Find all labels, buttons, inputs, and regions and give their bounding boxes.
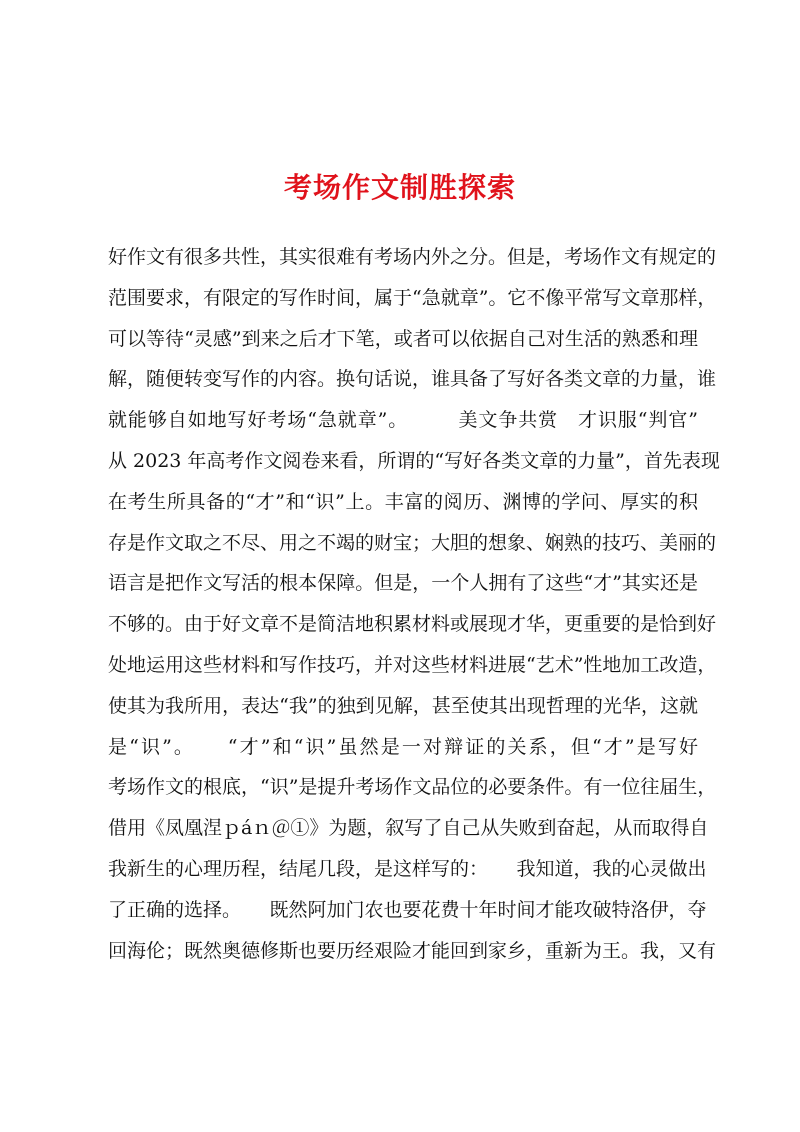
text-line: 解，随便转变写作的内容。换句话说，谁具备了写好各类文章的力量，谁: [108, 368, 717, 391]
page-title: 考场作文制胜探索: [283, 171, 516, 204]
text-line: 了正确的选择。 既然阿加门农也要花费十年时间才能攻破特洛伊，夺: [108, 898, 707, 921]
text-line: 就能够自如地写好考场“急就章”。 美文争共赏 才识服“判官”: [108, 409, 698, 432]
text-line: 我新生的心理历程，结尾几段，是这样写的： 我知道，我的心灵做出: [108, 857, 707, 880]
text-line: 在考生所具备的“才”和“识”上。丰富的阅历、渊博的学问、厚实的积: [108, 490, 698, 513]
text-line: 不够的。由于好文章不是简洁地积累材料或展现才华，更重要的是恰到好: [108, 613, 717, 636]
text-line: 处地运用这些材料和写作技巧，并对这些材料进展“艺术”性地加工改造，: [108, 653, 717, 676]
text-line: 考场作文的根底，“识”是提升考场作文品位的必要条件。有一位往届生，: [108, 776, 717, 799]
text-line: 回海伦；既然奥德修斯也要历经艰险才能回到家乡，重新为王。我，又有: [108, 939, 717, 962]
text-line: 好作文有很多共性，其实很难有考场内外之分。但是，考场作文有规定的: [108, 246, 717, 268]
text-line: 语言是把作文写活的根本保障。但是，一个人拥有了这些“才”其实还是: [108, 572, 698, 595]
text-line: 借用《凤凰涅ｐáｎ＠①》为题，叙写了自己从失败到奋起，从而取得自: [108, 817, 709, 840]
text-line: 存是作文取之不尽、用之不竭的财宝；大胆的想象、娴熟的技巧、美丽的: [108, 531, 717, 554]
text-line: 可以等待“灵感”到来之后才下笔，或者可以依据自己对生活的熟悉和理: [108, 327, 698, 350]
text-line: 使其为我所用，表达“我”的独到见解，甚至使其出现哲理的光华，这就: [108, 694, 698, 717]
body-text: [108, 237, 720, 971]
text-line: 是“识”。 “才”和“识”虽然是一对辩证的关系，但“才”是写好: [108, 735, 698, 758]
text-line: 从 2023 年高考作文阅卷来看，所谓的“写好各类文章的力量”，首先表现: [108, 449, 720, 472]
text-line: 范围要求，有限定的写作时间，属于“急就章”。它不像平常写文章那样，: [108, 286, 717, 309]
